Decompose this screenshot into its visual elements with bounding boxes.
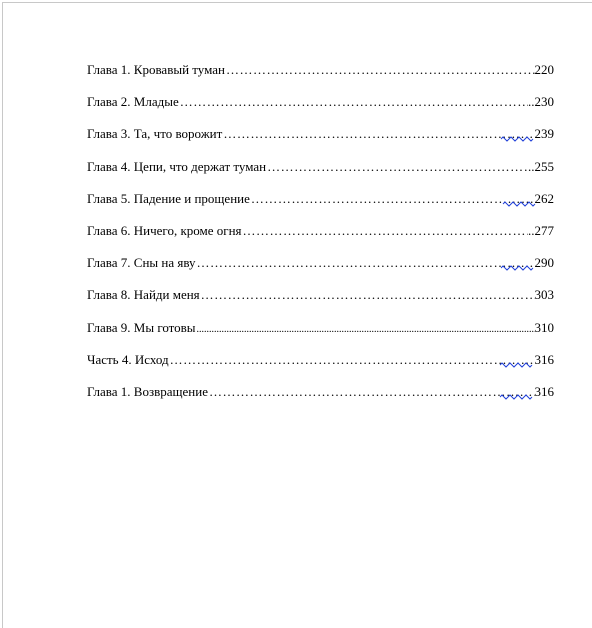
toc-entry-page: 220 <box>534 62 554 77</box>
toc-dot-leader <box>243 222 528 239</box>
toc-entry-page: 290 <box>534 255 554 271</box>
table-of-contents <box>87 61 557 415</box>
toc-dot-leader <box>197 319 535 338</box>
toc-entry[interactable] <box>87 158 557 190</box>
toc-entry-title: Часть 4. Исход <box>87 351 169 367</box>
spellcheck-underline <box>501 265 533 271</box>
toc-entry-page: 303 <box>534 287 554 303</box>
toc-entry[interactable] <box>87 383 557 415</box>
toc-entry-title: Глава 3. Та, что ворожит <box>87 126 223 142</box>
toc-entry[interactable] <box>87 286 557 318</box>
toc-entry-page: 316 <box>534 351 554 367</box>
toc-dot-leader <box>180 93 528 110</box>
toc-entry[interactable] <box>87 319 557 351</box>
toc-entry[interactable] <box>87 93 557 125</box>
toc-entry-page: 262 <box>534 190 554 206</box>
toc-entry-title: Глава 5. Падение и прощение <box>87 190 250 206</box>
toc-entry-title: Глава 6. Ничего, кроме огня <box>87 222 242 238</box>
toc-entry-page: 239 <box>534 126 554 142</box>
toc-entry-title: Глава 1. Кровавый туман <box>87 62 225 77</box>
spellcheck-underline <box>500 394 532 400</box>
spellcheck-underline <box>501 136 533 142</box>
spellcheck-underline <box>500 362 532 368</box>
toc-entry-title: Глава 7. Сны на яву <box>87 255 196 271</box>
toc-entry-title: Глава 1. Возвращение <box>87 383 208 399</box>
toc-entry-page: 316 <box>534 383 554 399</box>
toc-entry[interactable] <box>87 190 557 222</box>
toc-entry[interactable] <box>87 254 557 286</box>
toc-entry[interactable] <box>87 222 557 254</box>
spellcheck-underline <box>503 201 535 207</box>
toc-entry[interactable] <box>87 351 557 383</box>
toc-entry-page: ..255 <box>528 158 554 174</box>
document-page[interactable] <box>2 2 592 628</box>
toc-dot-leader <box>197 254 535 271</box>
toc-dot-leader <box>267 158 528 175</box>
toc-entry-title: Глава 9. Мы готовы <box>87 319 196 335</box>
toc-dot-leader <box>170 351 535 368</box>
toc-entry-page: ..277 <box>528 222 554 238</box>
toc-entry-title: Глава 2. Младые <box>87 94 179 110</box>
toc-dot-leader <box>209 383 535 400</box>
toc-entry-title: Глава 4. Цепи, что держат туман <box>87 158 267 174</box>
toc-entry-title: Глава 8. Найди меня <box>87 287 200 303</box>
toc-entry-page: 310 <box>534 319 554 335</box>
toc-entry[interactable] <box>87 61 557 93</box>
toc-dot-leader <box>201 286 535 303</box>
toc-dot-leader <box>223 125 534 142</box>
toc-entry-page: ..230 <box>528 94 554 110</box>
toc-dot-leader <box>226 61 535 78</box>
toc-dot-leader <box>251 190 535 207</box>
toc-entry[interactable] <box>87 125 557 157</box>
